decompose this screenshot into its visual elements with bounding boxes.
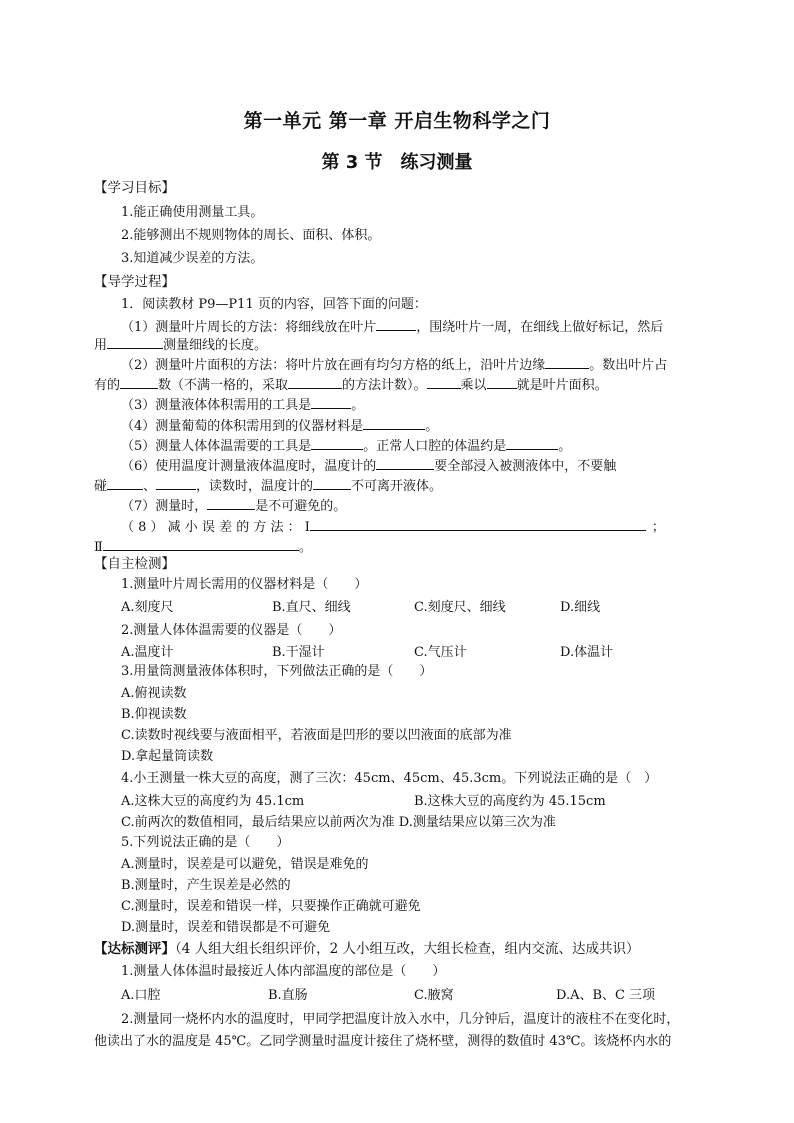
blank-field[interactable] [545,355,589,369]
assessment-question-2: 2.测量同一烧杯内水的温度时，甲同学把温度计放入水中，几分钟后，温度计的液柱不在变化时， [121,1012,680,1027]
process-line-2-cont: 有的 数（不满一格的，采取 的方法计数）。 乘以 就是叶片面积。 [94,375,608,394]
process-line-7: （7）测量时， 是不可避免的。 [121,496,346,515]
process-line-6: （6）使用温度计测量液体温度时，温度计的 要全部浸入被测液体中，不要触 [121,456,616,475]
option-b[interactable]: B.仰视读数 [121,707,187,722]
blank-field[interactable] [120,375,158,389]
option-d[interactable]: D.测量时，误差和错误都是不可避免 [121,920,331,935]
option-a[interactable]: A.这株大豆的高度约为 45.1cm [121,794,305,809]
section-title: 第 3 节 练习测量 [321,152,473,173]
process-line-4: （4）测量葡萄的体积需用到的仪器材料是 。 [121,416,438,435]
blank-field[interactable] [103,537,299,551]
option-d[interactable]: D.体温计 [560,645,614,660]
goal-item: 1.能正确使用测量工具。 [121,205,264,220]
question-4: 4.小王测量一株大豆的高度，测了三次：45cm、45cm、45.3cm。下列说法正确的是（ ） [121,771,658,786]
assessment-heading: 【达标测评】（4 人组大组长组织评价，2 人小组互改，大组长检查，组内交流、达成共识） [94,941,640,957]
blank-field[interactable] [288,375,342,389]
option-b[interactable]: B.干湿计 [272,645,325,660]
option-b[interactable]: B.测量时，产生误差是必然的 [121,878,291,893]
question-3: 3.用量筒测量液体体积时，下列做法正确的是（ ） [121,664,433,679]
process-line-3: （3）测量液体体积需用的工具是 。 [121,395,364,414]
self-check-heading: 【自主检测】 [94,556,175,572]
blank-field[interactable] [376,317,416,331]
assessment-question-1: 1.测量人体体温时最接近人体内部温度的部位是（ ） [121,964,446,979]
option-b[interactable]: B.直尺、细线 [272,600,351,615]
process-heading: 【导学过程】 [94,274,175,290]
option-a[interactable]: A.口腔 [121,988,161,1003]
blank-field[interactable] [311,436,363,450]
blank-field[interactable] [310,517,646,531]
option-c[interactable]: C.刻度尺、细线 [414,600,506,615]
question-2: 2.测量人体体温需要的仪器是（ ） [121,623,342,638]
option-a[interactable]: A.测量时，误差是可以避免，错误是难免的 [121,857,369,872]
blank-field[interactable] [156,476,196,490]
process-line-6-cont: 碰 、 ，读数时，温度计的 不可离开液体。 [94,476,442,495]
blank-field[interactable] [376,456,434,470]
blank-field[interactable] [427,375,461,389]
goal-item: 2.能够测出不规则物体的周长、面积、体积。 [121,228,381,243]
option-c-d[interactable]: C.前两次的数值相同，最后结果应以前两次为准 D.测量结果应以第三次为准 [121,815,556,830]
process-line-1: （1）测量叶片周长的方法：将细线放在叶片 ，围绕叶片一周，在细线上做好标记，然后 [121,317,663,336]
option-a[interactable]: A.刻度尺 [121,600,174,615]
blank-field[interactable] [107,476,143,490]
blank-field[interactable] [311,395,351,409]
process-line-8: （ 8 ） 减 小 误 差 的 方 法 ： Ⅰ ； [121,517,665,536]
option-c[interactable]: C.气压计 [414,645,467,660]
main-title: 第一单元 第一章 开启生物科学之门 [243,110,551,132]
question-1: 1.测量叶片周长需用的仪器材料是（ ） [121,577,368,592]
option-d[interactable]: D.A、B、C 三项 [556,988,656,1003]
option-b[interactable]: B.这株大豆的高度约为 45.15cm [414,794,606,809]
option-c[interactable]: C.腋窝 [414,988,454,1003]
process-intro: 1．阅读教材 P9—P11 页的内容，回答下面的问题： [121,297,427,312]
blank-field[interactable] [107,335,163,349]
process-line-1-cont: 用 测量细线的长度。 [94,335,267,354]
blank-field[interactable] [487,375,517,389]
option-a[interactable]: A.温度计 [121,645,174,660]
process-line-2: （2）测量叶片面积的方法：将叶片放在画有均匀方格的纸上，沿叶片边缘 。数出叶片占 [121,355,667,374]
option-d[interactable]: D.细线 [560,600,601,615]
option-a[interactable]: A.俯视读数 [121,686,187,701]
process-line-8-cont: Ⅱ 。 [94,537,312,556]
blank-field[interactable] [313,476,351,490]
question-5: 5.下列说法正确的是（ ） [121,835,290,850]
blank-field[interactable] [363,416,425,430]
process-line-5: （5）测量人体体温需要的工具是 。正常人口腔的体温约是 。 [121,436,571,455]
goals-heading: 【学习目标】 [94,180,175,196]
goal-item: 3.知道减少误差的方法。 [121,251,264,266]
blank-field[interactable] [207,496,255,510]
assessment-question-2-cont: 他读出了水的温度是 45℃。乙同学测量时温度计接住了烧杯壁，测得的数值时 43℃。该烧杯内水的 [94,1034,672,1049]
option-c[interactable]: C.读数时视线要与液面相平，若液面是凹形的要以凹液面的底部为准 [121,728,512,743]
option-b[interactable]: B.直肠 [268,988,308,1003]
option-d[interactable]: D.拿起量筒读数 [121,749,214,764]
blank-field[interactable] [506,436,558,450]
option-c[interactable]: C.测量时，误差和错误一样，只要操作正确就可避免 [121,899,421,914]
